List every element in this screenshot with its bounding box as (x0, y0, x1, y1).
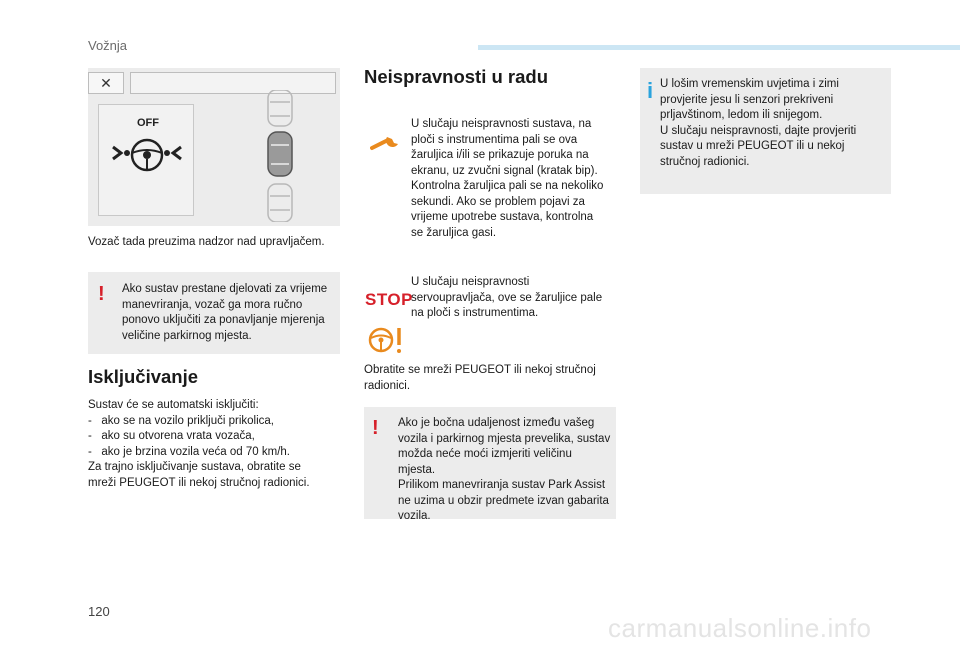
warning-note-manual-reactivation (88, 272, 340, 354)
steering-warning-icon (368, 325, 404, 355)
steering-wheel-icon (107, 135, 187, 185)
heading-iskljucivanje: Isključivanje (88, 366, 199, 387)
parked-car-icon (260, 90, 300, 222)
warning-note-lateral-distance (364, 407, 616, 522)
info-text: U lošim vremenskim uvjetima i zimi provjerite jesu li senzori prekriveni prljavštinom, ledom ili snijegom. U slučaju neispravnosti, dajte provjeriti sustav u mreži PEUGEOT ili u nekoj stručnoj radionici. (660, 78, 857, 168)
heading-neispravnosti: Neispravnosti u radu (364, 66, 549, 87)
section-label: Vožnja (88, 38, 128, 53)
warning-exclamation-icon: ! (98, 283, 105, 305)
power-steering-message: U slučaju neispravnosti servoupravljača, ove se žaruljice pale na ploči s instrumentima. (411, 276, 603, 319)
illustration-caption: Vozač tada preuzima nadzor nad upravljačem. (88, 236, 325, 248)
page-number: 120 (88, 604, 110, 619)
screen-strip (130, 72, 336, 94)
warning-text: Ako je bočna udaljenost između vašeg vozila i parkirnog mjesta prevelika, sustav možda neće moći izmjeriti veličinu mjesta. Prilikom manevriranja sustav Park Assist ne uzima u obzir predmete izvan gabarita vozila. (398, 417, 611, 522)
wrench-icon (370, 134, 402, 152)
info-icon: i (647, 78, 654, 103)
warning-text: Ako sustav prestane djelovati za vrijeme manevriranja, vozač ga mora ručno ponovo uključiti za ponavljanje mjerenja veličine parkirnog mjesta. (122, 283, 328, 342)
iskljucivanje-body: Sustav će se automatski isključiti: - ako se na vozilo priključi prikolica, - ako su otvorena vrata vozača, - ako je brzina vozila veća od 70 km/h. Za trajno isključivanje sustava, obratite se mreži PEUGEOT ili nekoj stručnoj radionici. (88, 399, 310, 489)
off-panel (98, 104, 194, 216)
section-bar (478, 45, 960, 50)
off-label: OFF (137, 117, 159, 129)
close-icon: ✕ (100, 74, 112, 91)
warning-exclamation-icon: ! (372, 417, 379, 439)
info-note-sensors (640, 68, 891, 194)
close-button[interactable] (88, 72, 124, 94)
contact-network-message: Obratite se mreži PEUGEOT ili nekoj stručnoj radionici. (364, 364, 596, 392)
watermark: carmanualsonline.info (608, 613, 872, 643)
stop-warning-lamp: STOP (365, 290, 413, 309)
park-assist-illustration (88, 68, 340, 226)
malfunction-message: U slučaju neispravnosti sustava, na ploči s instrumentima pali se ova žaruljica i/ili se prikazuje poruka na ekranu, uz zvučni signal (kratak bip). Kontrolna žaruljica pali se na nekoliko sekundi. Ako se problem pojavi za vrijeme upotrebe sustava, kontrolna se žaruljica gasi. (411, 118, 604, 239)
